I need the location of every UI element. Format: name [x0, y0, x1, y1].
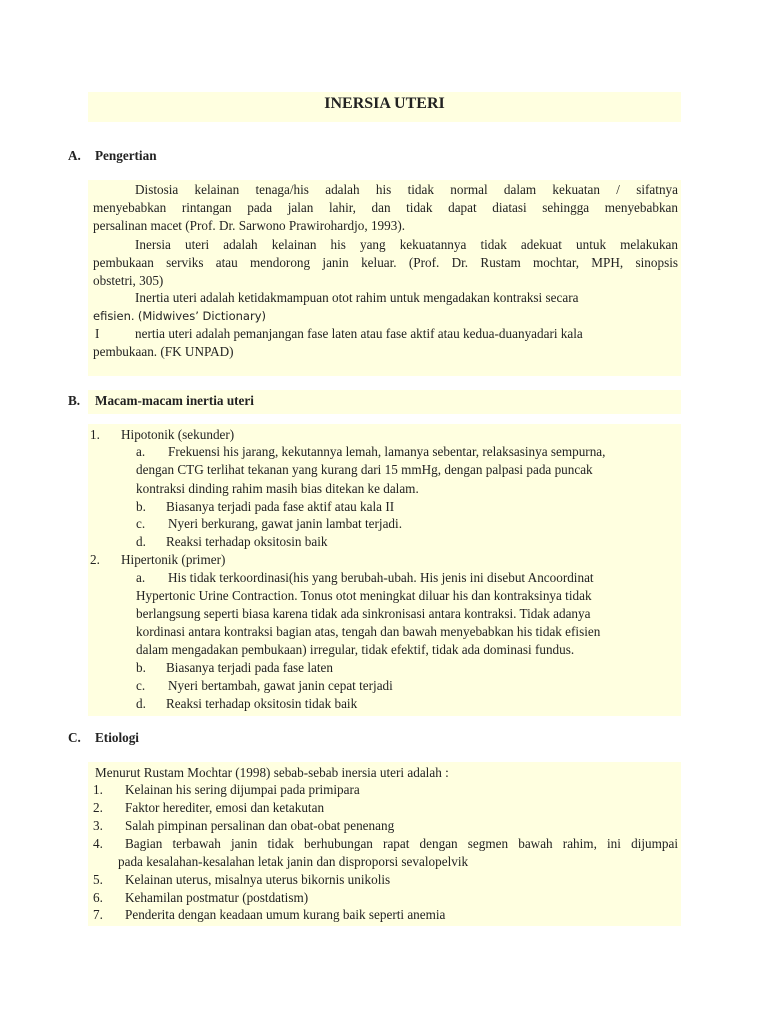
sublist-text: Nyeri bertambah, gawat janin cepat terjadi [168, 678, 393, 693]
page-title: INERSIA UTERI [324, 95, 445, 112]
section-a-line: pembukaan serviks atau mendorong janin keluar. (Prof. Dr. Rustam mochtar, MPH, sinopsis [93, 255, 678, 270]
sublist-letter: c. [136, 678, 146, 693]
section-b-letter: B. [68, 393, 81, 408]
section-c-intro: Menurut Rustam Mochtar (1998) sebab-sebab inersia uteri adalah : [95, 765, 449, 780]
section-c-heading: Etiologi [95, 730, 139, 745]
section-a-line: menyebabkan rintangan pada jalan lahir, dan tidak dapat diatasi sehingga menyebabkan [93, 200, 678, 215]
sublist-letter: d. [136, 696, 146, 711]
section-c-letter: C. [68, 730, 81, 745]
section-a-line-start: efisien. [93, 309, 135, 323]
sublist-text: kontraksi dinding rahim masih bias ditekan ke dalam. [136, 481, 419, 496]
sublist-letter: d. [136, 534, 146, 549]
list-item-label: Hipertonik (primer) [121, 552, 226, 567]
sublist-text: Biasanya terjadi pada fase aktif atau kala II [166, 499, 395, 514]
list-number: 2. [90, 552, 100, 567]
sublist-text: dengan CTG terlihat tekanan yang kurang dari 15 mmHg, dengan palpasi pada puncak [136, 462, 593, 477]
sublist-text: His tidak terkoordinasi(his yang berubah-ubah. His jenis ini disebut Ancoordinat [168, 570, 594, 585]
sublist-text: Reaksi terhadap oksitosin baik [166, 534, 328, 549]
sublist-letter: b. [136, 499, 146, 514]
list-number: 5. [93, 872, 103, 887]
sublist-text: dalam mengadakan pembukaan) irregular, tidak efektif, tidak ada dominasi fundus. [136, 642, 575, 657]
list-number: 1. [90, 427, 100, 442]
sublist-letter: a. [136, 444, 146, 459]
sublist-letter: c. [136, 516, 146, 531]
list-number: 2. [93, 800, 103, 815]
section-a-line: obstetri, 305) [93, 273, 164, 288]
section-a-line: Inersia uteri adalah kelainan his yang kekuatannya tidak adekuat untuk melakukan [135, 237, 678, 252]
list-item-text: Salah pimpinan persalinan dan obat-obat penenang [125, 818, 395, 833]
list-item-text: Kelainan uterus, misalnya uterus bikornis unikolis [125, 872, 391, 887]
section-a-letter: A. [68, 148, 81, 163]
section-a-line: Distosia kelainan tenaga/his adalah his tidak normal dalam kekuatan / sifatnya [135, 182, 678, 197]
section-a-heading: Pengertian [95, 148, 157, 163]
list-item-text: Kehamilan postmatur (postdatism) [125, 890, 309, 905]
sublist-text: Hypertonic Urine Contraction. Tonus otot meningkat diluar his dan kontraksinya tidak [136, 588, 592, 603]
sublist-text: Biasanya terjadi pada fase laten [166, 660, 333, 675]
list-number: 1. [93, 782, 103, 797]
sublist-letter: a. [136, 570, 146, 585]
list-item-text: Bagian terbawah janin tidak berhubungan rapat dengan segmen bawah rahim, ini dijumpai [125, 836, 678, 851]
midwives-dictionary-citation: (Midwives’ Dictionary) [137, 309, 266, 323]
section-a-line: Inertia uteri adalah ketidakmampuan otot rahim untuk mengadakan kontraksi secara [135, 290, 579, 305]
list-number: 6. [93, 890, 103, 905]
list-number: 4. [93, 836, 103, 851]
section-a-line: pembukaan. (FK UNPAD) [93, 344, 234, 359]
sublist-text: berlangsung seperti biasa karena tidak ada sinkronisasi antara kontraksi. Tidak adanya [136, 606, 591, 621]
section-b-heading: Macam-macam inertia uteri [95, 393, 254, 408]
section-a-line [93, 307, 266, 325]
sublist-text: Frekuensi his jarang, kekutannya lemah, lamanya sebentar, relaksasinya sempurna, [168, 444, 606, 459]
sublist-letter: b. [136, 660, 146, 675]
sublist-text: Nyeri berkurang, gawat janin lambat terjadi. [168, 516, 402, 531]
section-a-line: persalinan macet (Prof. Dr. Sarwono Prawirohardjo, 1993). [93, 218, 406, 233]
list-item-label: Hipotonik (sekunder) [121, 427, 235, 442]
list-item-text-continued: pada kesalahan-kesalahan letak janin dan disproporsi sevalopelvik [118, 854, 469, 869]
list-item-text: Kelainan his sering dijumpai pada primipara [125, 782, 360, 797]
sublist-text: kordinasi antara kontraksi bagian atas, tengah dan bawah menyebabkan his tidak efisien [136, 624, 601, 639]
list-item-text: Penderita dengan keadaan umum kurang baik seperti anemia [125, 907, 446, 922]
sublist-text: Reaksi terhadap oksitosin tidak baik [166, 696, 358, 711]
section-a-line: nertia uteri adalah pemanjangan fase laten atau fase aktif atau kedua-duanyadari kala [135, 326, 583, 341]
section-a-dropcap: I [95, 326, 100, 341]
list-number: 3. [93, 818, 103, 833]
list-number: 7. [93, 907, 103, 922]
list-item-text: Faktor herediter, emosi dan ketakutan [125, 800, 325, 815]
